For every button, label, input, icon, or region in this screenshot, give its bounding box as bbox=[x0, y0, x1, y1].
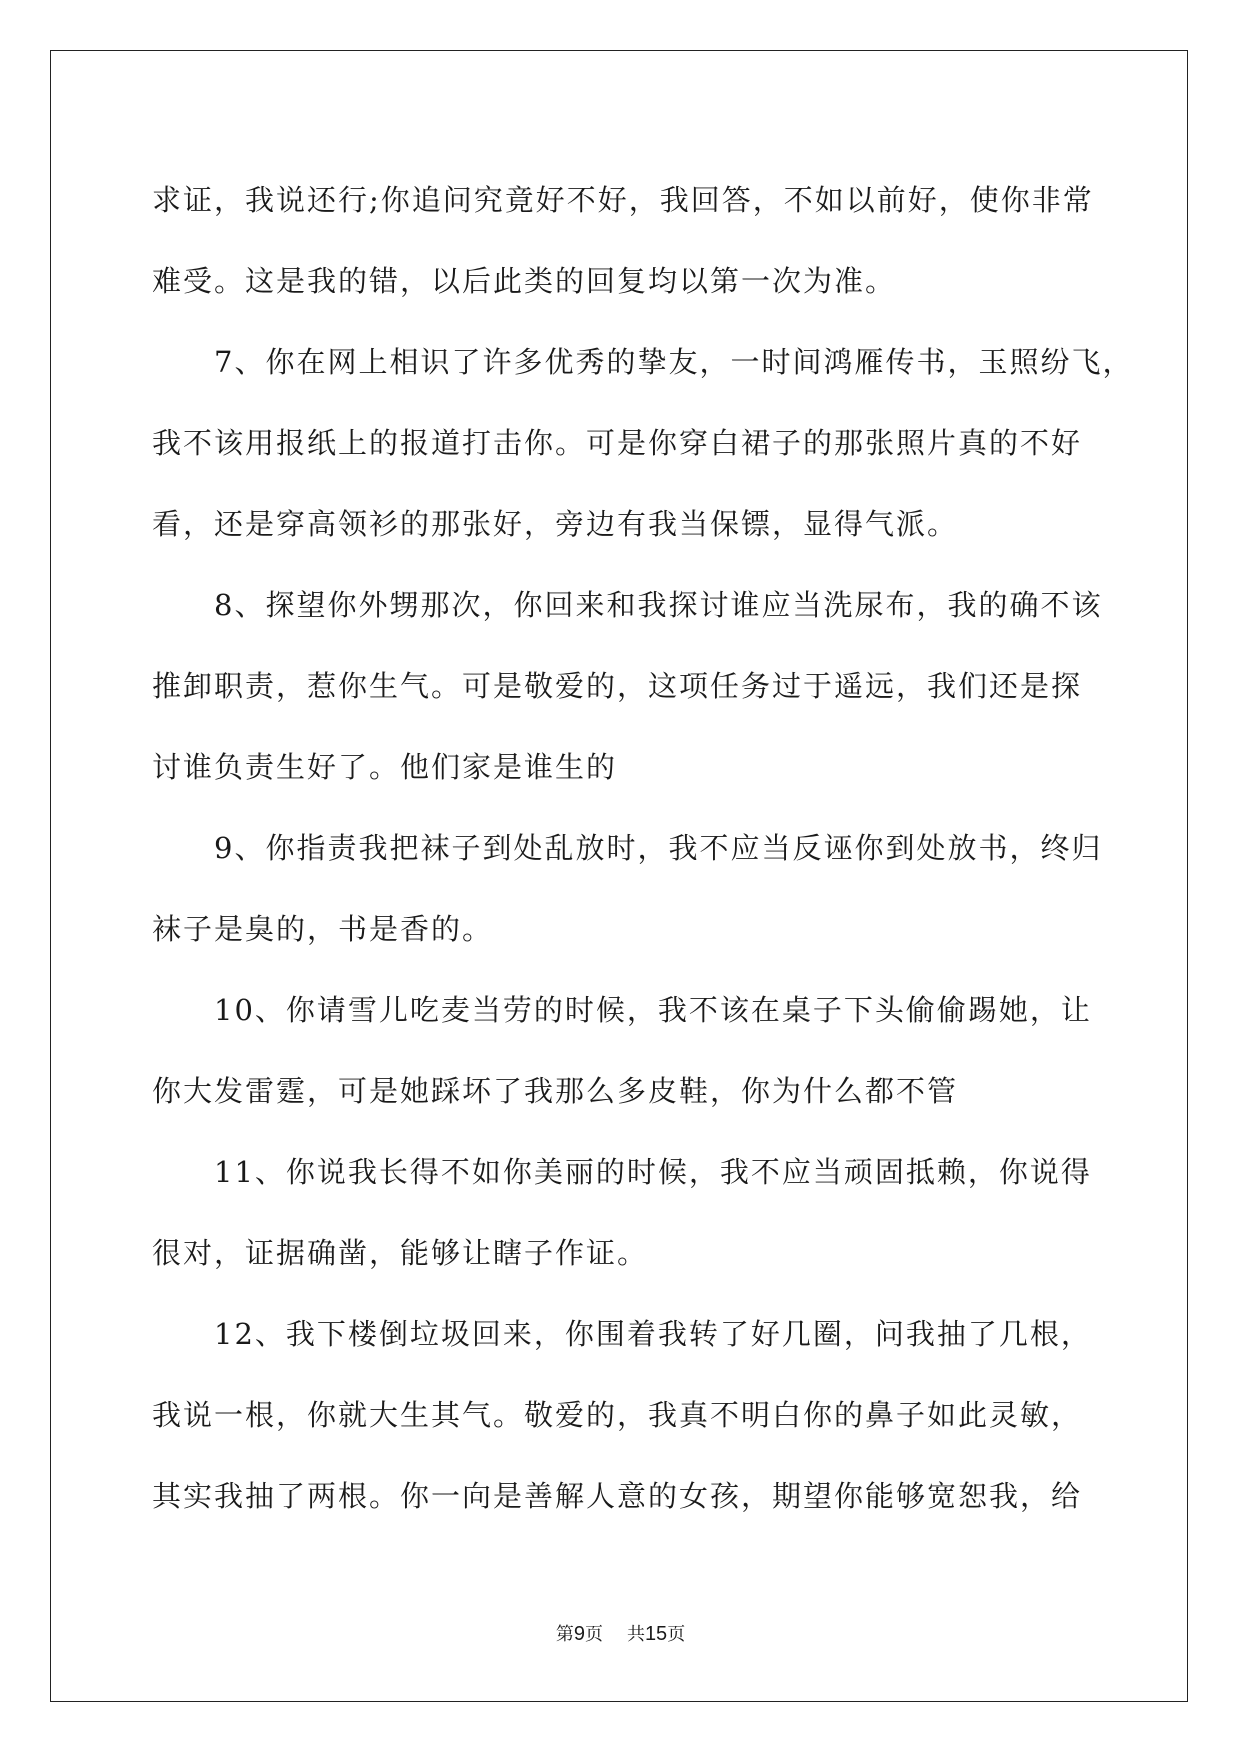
total-pages: 15 bbox=[644, 1623, 668, 1645]
paragraph-start-8: 8、探望你外甥那次，你回来和我探讨谁应当洗尿布，我的确不该 bbox=[214, 588, 1103, 622]
text-line: 你大发雷霆，可是她踩坏了我那么多皮鞋，你为什么都不管 bbox=[152, 1074, 959, 1108]
text-line: 袜子是臭的，书是香的。 bbox=[152, 912, 494, 946]
text-line: 推卸职责，惹你生气。可是敬爱的，这项任务过于遥远，我们还是探 bbox=[152, 669, 1083, 703]
document-body bbox=[152, 160, 1134, 1537]
paragraph-start-12: 12、我下楼倒垃圾回来，你围着我转了好几圈，问我抽了几根， bbox=[214, 1317, 1092, 1351]
paragraph-start-10: 10、你请雪儿吃麦当劳的时候，我不该在桌子下头偷偷踢她，让 bbox=[214, 993, 1092, 1027]
paragraph-start-9: 9、你指责我把袜子到处乱放时，我不应当反诬你到处放书，终归 bbox=[214, 831, 1103, 865]
page-suffix: 页 bbox=[584, 1624, 603, 1645]
paragraph-start-11: 11、你说我长得不如你美丽的时候，我不应当顽固抵赖，你说得 bbox=[214, 1155, 1092, 1189]
text-line: 很对，证据确凿，能够让瞎子作证。 bbox=[152, 1236, 649, 1270]
page-prefix: 第 bbox=[555, 1624, 574, 1645]
text-line: 难受。这是我的错，以后此类的回复均以第一次为准。 bbox=[152, 264, 897, 298]
text-line: 其实我抽了两根。你一向是善解人意的女孩，期望你能够宽恕我，给 bbox=[152, 1479, 1083, 1513]
total-prefix: 共 bbox=[626, 1624, 645, 1645]
page-number: 9 bbox=[573, 1623, 585, 1645]
text-line: 看，还是穿高领衫的那张好，旁边有我当保镖，显得气派。 bbox=[152, 507, 959, 541]
text-line: 我说一根，你就大生其气。敬爱的，我真不明白你的鼻子如此灵敏， bbox=[152, 1398, 1083, 1432]
text-line: 我不该用报纸上的报道打击你。可是你穿白裙子的那张照片真的不好 bbox=[152, 426, 1083, 460]
text-line: 求证，我说还行;你追问究竟好不好，我回答，不如以前好，使你非常 bbox=[152, 183, 1094, 217]
text-line: 讨谁负责生好了。他们家是谁生的 bbox=[152, 750, 618, 784]
paragraph-start-7: 7、你在网上相识了许多优秀的挚友，一时间鸿雁传书，玉照纷飞， bbox=[214, 345, 1134, 379]
page-footer bbox=[0, 1620, 1241, 1646]
total-suffix: 页 bbox=[667, 1624, 686, 1645]
